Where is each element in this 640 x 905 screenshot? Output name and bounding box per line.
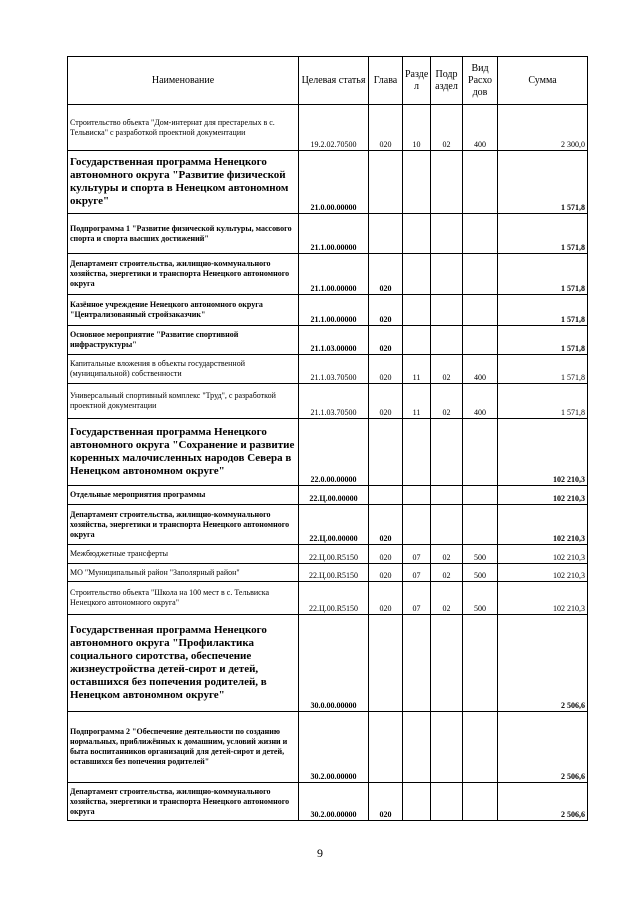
row-section: [403, 326, 431, 355]
row-exp-type: 400: [463, 355, 498, 384]
row-subsection: 02: [431, 545, 463, 564]
row-amount: 1 571,8: [498, 295, 588, 326]
row-section: [403, 295, 431, 326]
row-target: 30.2.00.00000: [299, 783, 369, 821]
row-chapter: 020: [369, 783, 403, 821]
row-chapter: 020: [369, 564, 403, 582]
table-row: [68, 615, 588, 712]
row-exp-type: 400: [463, 105, 498, 151]
row-section: [403, 419, 431, 486]
table-row: [68, 151, 588, 214]
row-target: 22.Ц.00.R5150: [299, 545, 369, 564]
header-subsection: Подр аздел: [431, 57, 463, 105]
row-exp-type: [463, 419, 498, 486]
row-exp-type: [463, 326, 498, 355]
row-amount: 1 571,8: [498, 355, 588, 384]
header-exp-type: Вид Расхо дов: [463, 57, 498, 105]
table-row: [68, 505, 588, 545]
row-amount: 102 210,3: [498, 564, 588, 582]
row-amount: 2 506,6: [498, 615, 588, 712]
row-exp-type: 400: [463, 384, 498, 419]
row-chapter: 020: [369, 105, 403, 151]
row-amount: 2 300,0: [498, 105, 588, 151]
row-exp-type: [463, 295, 498, 326]
row-subsection: [431, 214, 463, 254]
row-target: 21.1.03.70500: [299, 355, 369, 384]
table-row: [68, 254, 588, 295]
table-row: [68, 326, 588, 355]
row-subsection: [431, 712, 463, 783]
row-chapter: [369, 712, 403, 783]
page-number: 9: [317, 846, 323, 860]
row-target: 30.0.00.00000: [299, 615, 369, 712]
row-section: [403, 712, 431, 783]
row-name: Строительство объекта "Школа на 100 мест в с. Тельвиска Ненецкого автономного округа": [68, 582, 299, 615]
row-exp-type: [463, 151, 498, 214]
table-row: [68, 582, 588, 615]
row-section: [403, 615, 431, 712]
table-row: [68, 545, 588, 564]
table-row: [68, 214, 588, 254]
row-section: [403, 214, 431, 254]
row-section: 10: [403, 105, 431, 151]
row-section: [403, 783, 431, 821]
row-name: МО "Муниципальный район "Заполярный район": [68, 564, 299, 582]
row-chapter: 020: [369, 355, 403, 384]
row-name: Капитальные вложения в объекты государственной (муниципальной) собственности: [68, 355, 299, 384]
row-amount: 1 571,8: [498, 151, 588, 214]
row-name: Основное мероприятие "Развитие спортивной инфраструктуры": [68, 326, 299, 355]
row-section: [403, 254, 431, 295]
header-section: Разде л: [403, 57, 431, 105]
row-exp-type: [463, 615, 498, 712]
row-exp-type: [463, 254, 498, 295]
row-target: 30.2.00.00000: [299, 712, 369, 783]
row-name: Государственная программа Ненецкого автономного округа "Развитие физической культуры и спорта в Ненецком автономном округе": [68, 151, 299, 214]
row-name: Департамент строительства, жилищно-коммунального хозяйства, энергетики и транспорта Ненецкого автономного округа: [68, 254, 299, 295]
row-exp-type: 500: [463, 545, 498, 564]
row-chapter: 020: [369, 254, 403, 295]
row-amount: 2 506,6: [498, 783, 588, 821]
row-subsection: 02: [431, 582, 463, 615]
header-target: Целевая статья: [299, 57, 369, 105]
row-subsection: [431, 151, 463, 214]
row-name: Отдельные мероприятия программы: [68, 486, 299, 505]
row-amount: 102 210,3: [498, 486, 588, 505]
row-chapter: 020: [369, 545, 403, 564]
row-target: 19.2.02.70500: [299, 105, 369, 151]
table-row: [68, 105, 588, 151]
row-target: 22.0.00.00000: [299, 419, 369, 486]
header-name: Наименование: [68, 57, 299, 105]
row-amount: 1 571,8: [498, 214, 588, 254]
row-target: 21.1.00.00000: [299, 295, 369, 326]
row-exp-type: [463, 783, 498, 821]
row-target: 22.Ц.00.00000: [299, 505, 369, 545]
table-row: [68, 384, 588, 419]
row-name: Государственная программа Ненецкого автономного округа "Сохранение и развитие коренных малочисленных народов Севера в Ненецком автономном округе": [68, 419, 299, 486]
row-chapter: [369, 419, 403, 486]
row-amount: 1 571,8: [498, 326, 588, 355]
row-exp-type: 500: [463, 582, 498, 615]
row-exp-type: [463, 505, 498, 545]
row-target: 22.Ц.00.00000: [299, 486, 369, 505]
row-section: 11: [403, 355, 431, 384]
row-target: 22.Ц.00.R5150: [299, 582, 369, 615]
row-section: [403, 151, 431, 214]
row-name: Департамент строительства, жилищно-коммунального хозяйства, энергетики и транспорта Ненецкого автономного округа: [68, 783, 299, 821]
row-subsection: [431, 783, 463, 821]
row-name: Подпрограмма 2 "Обеспечение деятельности по созданию нормальных, приближённых к домашним, условий жизни и быта воспитанников организаций для детей-сирот и детей, оставшихся без попечения родителей": [68, 712, 299, 783]
row-subsection: 02: [431, 564, 463, 582]
row-name: Подпрограмма 1 "Развитие физической культуры, массового спорта и спорта высших достижений": [68, 214, 299, 254]
row-chapter: 020: [369, 384, 403, 419]
row-subsection: [431, 419, 463, 486]
row-chapter: 020: [369, 582, 403, 615]
budget-table: [67, 56, 588, 821]
row-name: Универсальный спортивный комплекс "Труд", с разработкой проектной документации: [68, 384, 299, 419]
row-subsection: [431, 295, 463, 326]
row-chapter: 020: [369, 326, 403, 355]
row-name: Строительство объекта "Дом-интернат для престарелых в с. Тельвиска" с разработкой проектной документации: [68, 105, 299, 151]
row-section: 11: [403, 384, 431, 419]
row-subsection: [431, 254, 463, 295]
row-exp-type: [463, 486, 498, 505]
header-row: [68, 57, 588, 105]
row-section: 07: [403, 564, 431, 582]
row-chapter: 020: [369, 295, 403, 326]
row-chapter: [369, 486, 403, 505]
table-row: [68, 564, 588, 582]
row-section: 07: [403, 582, 431, 615]
header-amount: Сумма: [498, 57, 588, 105]
row-amount: 1 571,8: [498, 254, 588, 295]
row-subsection: [431, 486, 463, 505]
table-row: [68, 712, 588, 783]
row-subsection: 02: [431, 384, 463, 419]
row-chapter: 020: [369, 505, 403, 545]
row-target: 21.1.00.00000: [299, 214, 369, 254]
row-subsection: 02: [431, 355, 463, 384]
row-subsection: 02: [431, 105, 463, 151]
row-target: 21.1.03.70500: [299, 384, 369, 419]
row-amount: 102 210,3: [498, 505, 588, 545]
row-subsection: [431, 615, 463, 712]
row-amount: 102 210,3: [498, 545, 588, 564]
row-name: Государственная программа Ненецкого автономного округа "Профилактика социального сиротства, обеспечение жизнеустройства детей-сирот и детей, оставшихся без попечения родителей, в Ненецком автономном округе": [68, 615, 299, 712]
row-chapter: [369, 151, 403, 214]
row-section: [403, 486, 431, 505]
row-exp-type: 500: [463, 564, 498, 582]
row-amount: 102 210,3: [498, 419, 588, 486]
row-target: 21.0.00.00000: [299, 151, 369, 214]
table-row: [68, 419, 588, 486]
row-target: 22.Ц.00.R5150: [299, 564, 369, 582]
table-row: [68, 355, 588, 384]
row-subsection: [431, 505, 463, 545]
table-row: [68, 486, 588, 505]
row-amount: 2 506,6: [498, 712, 588, 783]
row-section: 07: [403, 545, 431, 564]
header-chapter: Глава: [369, 57, 403, 105]
row-name: Департамент строительства, жилищно-коммунального хозяйства, энергетики и транспорта Ненецкого автономного округа: [68, 505, 299, 545]
row-target: 21.1.03.00000: [299, 326, 369, 355]
row-subsection: [431, 326, 463, 355]
row-amount: 102 210,3: [498, 582, 588, 615]
row-chapter: [369, 214, 403, 254]
table-row: [68, 295, 588, 326]
table-row: [68, 783, 588, 821]
row-name: Межбюджетные трансферты: [68, 545, 299, 564]
row-exp-type: [463, 712, 498, 783]
row-amount: 1 571,8: [498, 384, 588, 419]
row-exp-type: [463, 214, 498, 254]
row-target: 21.1.00.00000: [299, 254, 369, 295]
row-name: Казённое учреждение Ненецкого автономного округа "Централизованный стройзаказчик": [68, 295, 299, 326]
row-section: [403, 505, 431, 545]
row-chapter: [369, 615, 403, 712]
